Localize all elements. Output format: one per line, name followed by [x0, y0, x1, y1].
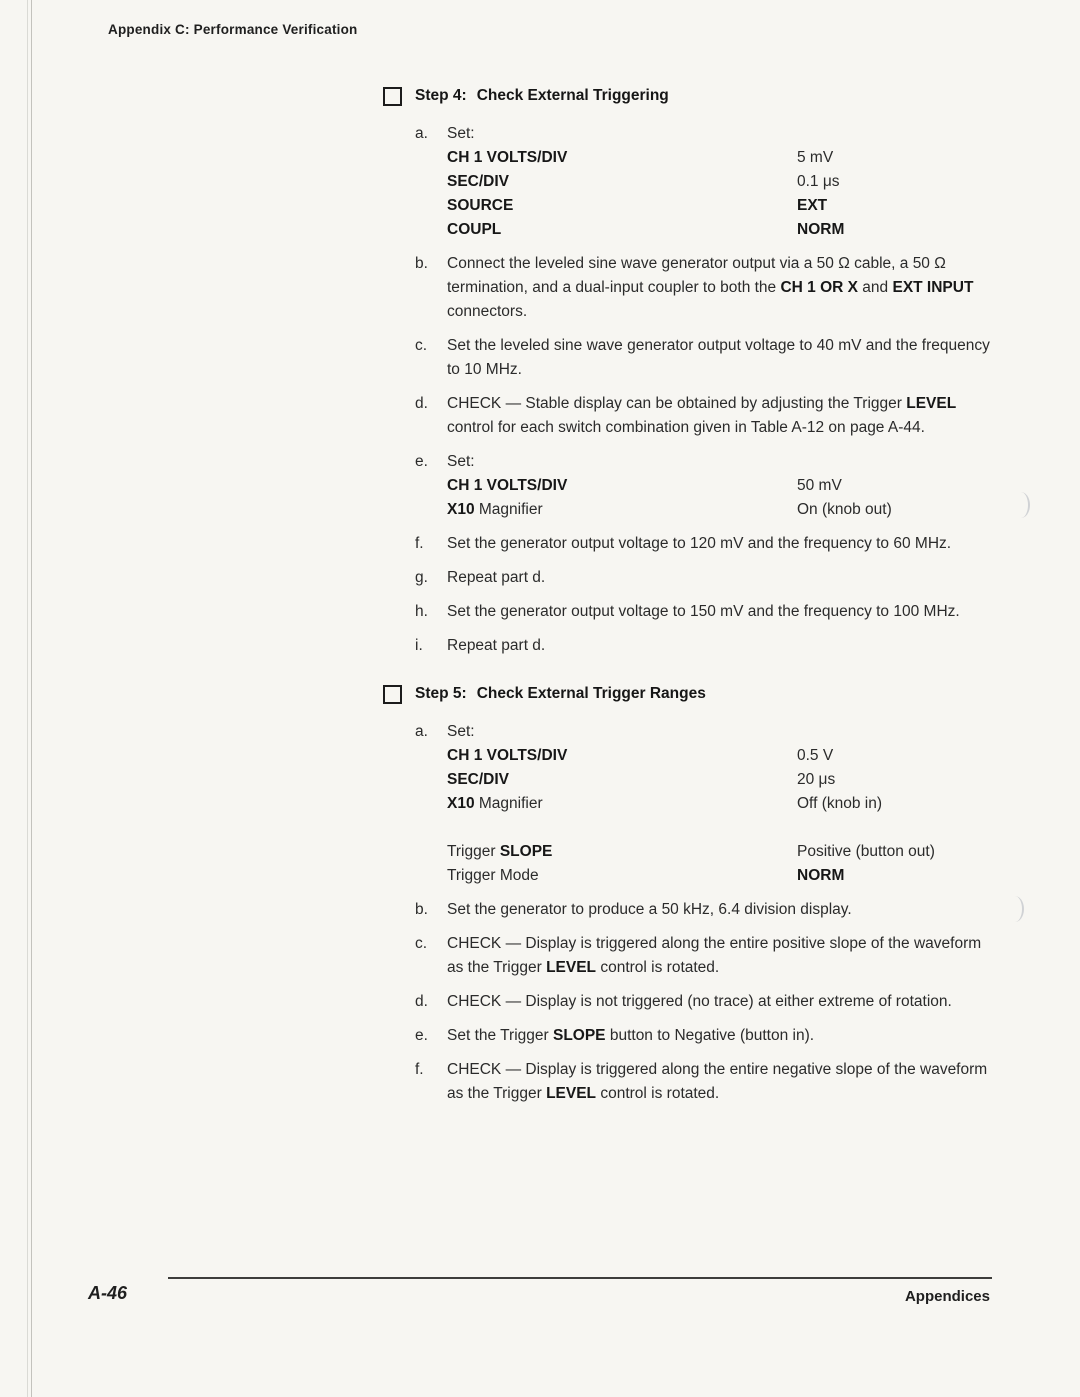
scan-edge-line: [31, 0, 32, 1397]
step4-heading: [383, 84, 995, 108]
step4-section: [383, 84, 995, 658]
list-item: [415, 720, 995, 888]
list-item: [415, 600, 995, 624]
item-letter: a.: [415, 723, 428, 740]
appendices-label: Appendices: [904, 1288, 990, 1305]
setting-value: NORM: [797, 221, 845, 238]
list-item: [415, 898, 995, 922]
item-letter: b.: [415, 901, 428, 918]
setting-value: Off (knob in): [797, 795, 883, 812]
item-text: CHECK — Display is triggered along the entire negative slope of the waveform as the Trigger LEVEL control is rotated.: [447, 1061, 988, 1102]
setting-label: COUPL: [447, 221, 502, 238]
list-item: [415, 566, 995, 590]
scan-artifact: [1012, 492, 1030, 518]
setting-row: [447, 792, 995, 816]
setting-row: [447, 218, 995, 242]
list-item: [415, 532, 995, 556]
setting-label: Trigger Mode: [447, 867, 539, 884]
setting-row: [447, 170, 995, 194]
setting-value: Positive (button out): [797, 843, 935, 860]
item-text: CHECK — Display is triggered along the entire positive slope of the waveform as the Trigger LEVEL control is rotated.: [447, 935, 982, 976]
item-letter: f.: [415, 1061, 424, 1078]
list-item: [415, 990, 995, 1014]
setting-row: [447, 194, 995, 218]
setting-label: CH 1 VOLTS/DIV: [447, 477, 568, 494]
item-letter: c.: [415, 337, 428, 354]
setting-label: SEC/DIV: [447, 173, 510, 190]
item-letter: e.: [415, 1027, 428, 1044]
setting-value: NORM: [797, 867, 845, 884]
setting-value: 0.5 V: [797, 747, 834, 764]
item-text: Set:: [447, 723, 475, 740]
list-item: [415, 122, 995, 242]
item-text: Set:: [447, 125, 475, 142]
setting-value: 0.1 μs: [797, 173, 840, 190]
item-body: [447, 450, 995, 522]
setting-row: [447, 768, 995, 792]
list-item: [415, 450, 995, 522]
item-text: Set the leveled sine wave generator output voltage to 40 mV and the frequency to 10 MHz.: [447, 337, 990, 378]
setting-row: [447, 474, 995, 498]
item-letter: c.: [415, 935, 428, 952]
item-text: Set:: [447, 453, 475, 470]
step5-heading: [383, 682, 995, 706]
item-letter: f.: [415, 535, 424, 552]
item-text: Repeat part d.: [447, 637, 546, 654]
step4-label: Step 4:: [415, 87, 467, 104]
step5-title-wrap: [415, 682, 706, 706]
page-content: [383, 84, 995, 1116]
setting-value: 5 mV: [797, 149, 834, 166]
item-body: [447, 720, 995, 888]
item-text: CHECK — Display is not triggered (no trace) at either extreme of rotation.: [447, 993, 952, 1010]
scan-edge-line: [27, 0, 28, 1397]
setting-label: SOURCE: [447, 197, 514, 214]
list-item: [415, 1024, 995, 1048]
item-text: Set the generator to produce a 50 kHz, 6.4 division display.: [447, 901, 852, 918]
setting-value: EXT: [797, 197, 828, 214]
setting-row: [447, 744, 995, 768]
item-text: Set the Trigger SLOPE button to Negative (button in).: [447, 1027, 815, 1044]
list-item: [415, 1058, 995, 1106]
setting-value: 20 μs: [797, 771, 836, 788]
step4-title-wrap: [415, 84, 669, 108]
setting-label: SEC/DIV: [447, 771, 510, 788]
item-text: Set the generator output voltage to 120 mV and the frequency to 60 MHz.: [447, 535, 952, 552]
scan-artifact: [1006, 896, 1024, 922]
appendix-header: Appendix C: Performance Verification: [108, 22, 358, 37]
item-text: Connect the leveled sine wave generator output via a 50 Ω cable, a 50 Ω termination, and a dual-input coupler to both the CH 1 OR X and EXT INPUT connectors.: [447, 255, 974, 320]
item-letter: e.: [415, 453, 428, 470]
list-item: [415, 334, 995, 382]
setting-label: CH 1 VOLTS/DIV: [447, 149, 568, 166]
item-letter: a.: [415, 125, 428, 142]
setting-label: X10 Magnifier: [447, 795, 543, 812]
item-letter: g.: [415, 569, 428, 586]
setting-value: On (knob out): [797, 501, 892, 518]
step5-label: Step 5:: [415, 685, 467, 702]
footer-rule: [168, 1277, 992, 1279]
settings-list: [447, 474, 995, 522]
setting-row: [447, 840, 995, 864]
setting-row: [447, 864, 995, 888]
item-body: [447, 122, 995, 242]
settings-list: [447, 146, 995, 242]
item-letter: h.: [415, 603, 428, 620]
setting-row: [447, 146, 995, 170]
list-item: [415, 932, 995, 980]
step5-title: Check External Trigger Ranges: [476, 685, 706, 702]
page-number: A-46: [88, 1283, 128, 1303]
step4-title: Check External Triggering: [476, 87, 669, 104]
item-text: CHECK — Stable display can be obtained by adjusting the Trigger LEVEL control for each switch combination given in Table A-12 on page A-44.: [447, 395, 957, 436]
item-text: Repeat part d.: [447, 569, 546, 586]
setting-row: [447, 498, 995, 522]
item-letter: i.: [415, 637, 423, 654]
step5-section: [383, 682, 995, 1106]
list-item: [415, 392, 995, 440]
setting-label: X10 Magnifier: [447, 501, 543, 518]
setting-label: Trigger SLOPE: [447, 843, 553, 860]
item-letter: b.: [415, 255, 428, 272]
checkbox-icon: [383, 685, 402, 704]
setting-label: CH 1 VOLTS/DIV: [447, 747, 568, 764]
item-text: Set the generator output voltage to 150 mV and the frequency to 100 MHz.: [447, 603, 960, 620]
item-letter: d.: [415, 395, 428, 412]
checkbox-icon: [383, 87, 402, 106]
list-item: [415, 252, 995, 324]
item-letter: d.: [415, 993, 428, 1010]
settings-list: [447, 744, 995, 888]
list-item: [415, 634, 995, 658]
setting-value: 50 mV: [797, 477, 842, 494]
